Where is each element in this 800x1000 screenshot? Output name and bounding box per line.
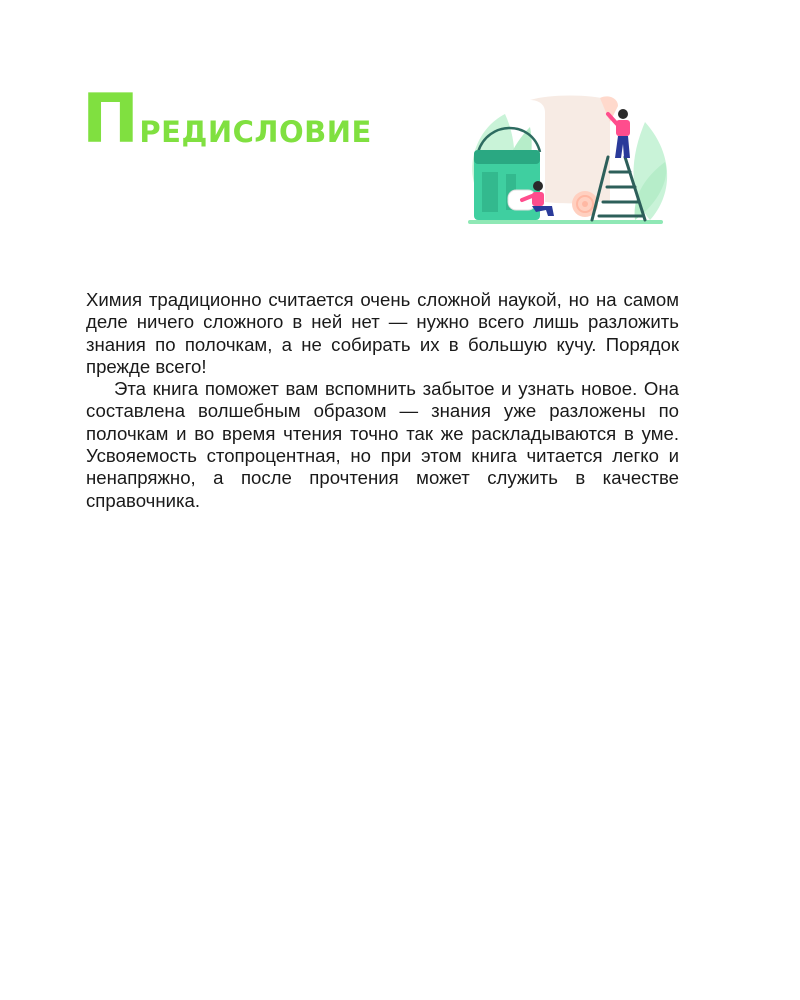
person-crouching-icon xyxy=(533,181,543,191)
page-title-rest: редисловие xyxy=(139,103,372,152)
people-with-paint-bucket-and-ladder-illustration xyxy=(460,92,675,232)
page-title xyxy=(82,80,372,159)
person-standing-icon xyxy=(618,109,628,119)
page-title-initial: П xyxy=(82,80,140,159)
preface-text xyxy=(86,289,679,512)
paragraph: Эта книга поможет вам вспомнить забытое и узнать новое. Она составлена волшебным образом — знания уже разложены по полочкам и во время чтения точно так же раскладываются в уме. Усвояемость стопроцентная, но при этом книга читается легко и ненапряжно, а после прочтения может служить в качестве справочника. xyxy=(86,378,679,511)
paragraph: Химия традиционно считается очень сложной наукой, но на самом деле ничего сложного в ней нет — нужно всего лишь разложить знания по полочкам, а не собирать их в большую кучу. Порядок прежде всего! xyxy=(86,289,679,377)
